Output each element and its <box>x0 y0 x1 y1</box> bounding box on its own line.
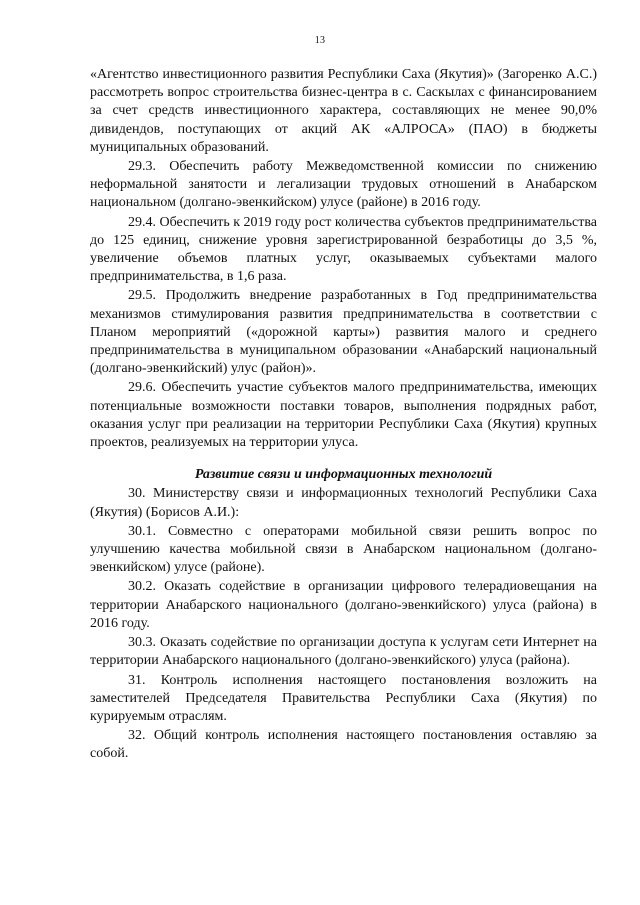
paragraph-29-6: 29.6. Обеспечить участие субъектов малого предпринимательства, имеющих потенциальные возможности поставки товаров, выполнения подрядных работ, оказания услуг при реализации на территории Республики Саха (Якутия) крупных проектов, реализуемых на территории улуса. <box>90 380 597 451</box>
paragraph-29-3: 29.3. Обеспечить работу Межведомственной комиссии по снижению неформальной занятости и легализации трудовых отношений в Анабарском национальном (долгано-эвенкийском) улусе (районе) в 2016 году. <box>90 159 597 211</box>
paragraph-30-1: 30.1. Совместно с операторами мобильной связи решить вопрос по улучшению качества мобильной связи в Анабарском национальном (долгано-эвенкийском) улусе (районе). <box>90 523 597 576</box>
paragraph-30: 30. Министерству связи и информационных технологий Республики Саха (Якутия) (Борисов А.И.): <box>90 486 597 520</box>
section-heading: Развитие связи и информационных технологий <box>194 467 493 483</box>
paragraph-29-5: 29.5. Продолжить внедрение разработанных в Год предпринимательства механизмов стимулирования развития предпринимательства в соответствии с Планом мероприятий («дорожной карты») развития малого и среднего предпринимательства в муниципальном образовании «Анабарский национальный (долгано-эвенкийский) улус (район)». <box>90 288 597 377</box>
paragraph-30-2: 30.2. Оказать содействие в организации цифрового телерадиовещания на территории Анабарского национального (долгано-эвенкийского) улуса (района) в 2016 году. <box>90 579 597 631</box>
paragraph-31: 31. Контроль исполнения настоящего постановления возложить на заместителей Председателя Правительства Республики Саха (Якутия) по курируемым отраслям. <box>90 672 597 724</box>
paragraph-32: 32. Общий контроль исполнения настоящего постановления оставляю за собой. <box>90 728 597 762</box>
document-body <box>90 66 597 765</box>
page-number: 13 <box>314 35 326 46</box>
paragraph-agency-continuation: «Агентство инвестиционного развития Республики Саха (Якутия)» (Загоренко А.С.) рассмотреть вопрос строительства бизнес-центра в с. Саскылах с финансированием за счет средств инвестиционного характера, составляющих не менее 90,0% дивидендов, поступающих от акций АК «АЛРОСА» (ПАО) в бюджеты муниципальных образований. <box>90 67 597 155</box>
paragraph-30-3: 30.3. Оказать содействие по организации доступа к услугам сети Интернет на территории Анабарского национального (долгано-эвенкийского) улуса (района). <box>90 635 597 669</box>
paragraph-29-4: 29.4. Обеспечить к 2019 году рост количества субъектов предпринимательства до 125 единиц, снижение уровня зарегистрированной безработицы до 3,5 %, увеличение объемов платных услуг, оказываемых субъектами малого предпринимательства, в 1,6 раза. <box>90 214 597 285</box>
